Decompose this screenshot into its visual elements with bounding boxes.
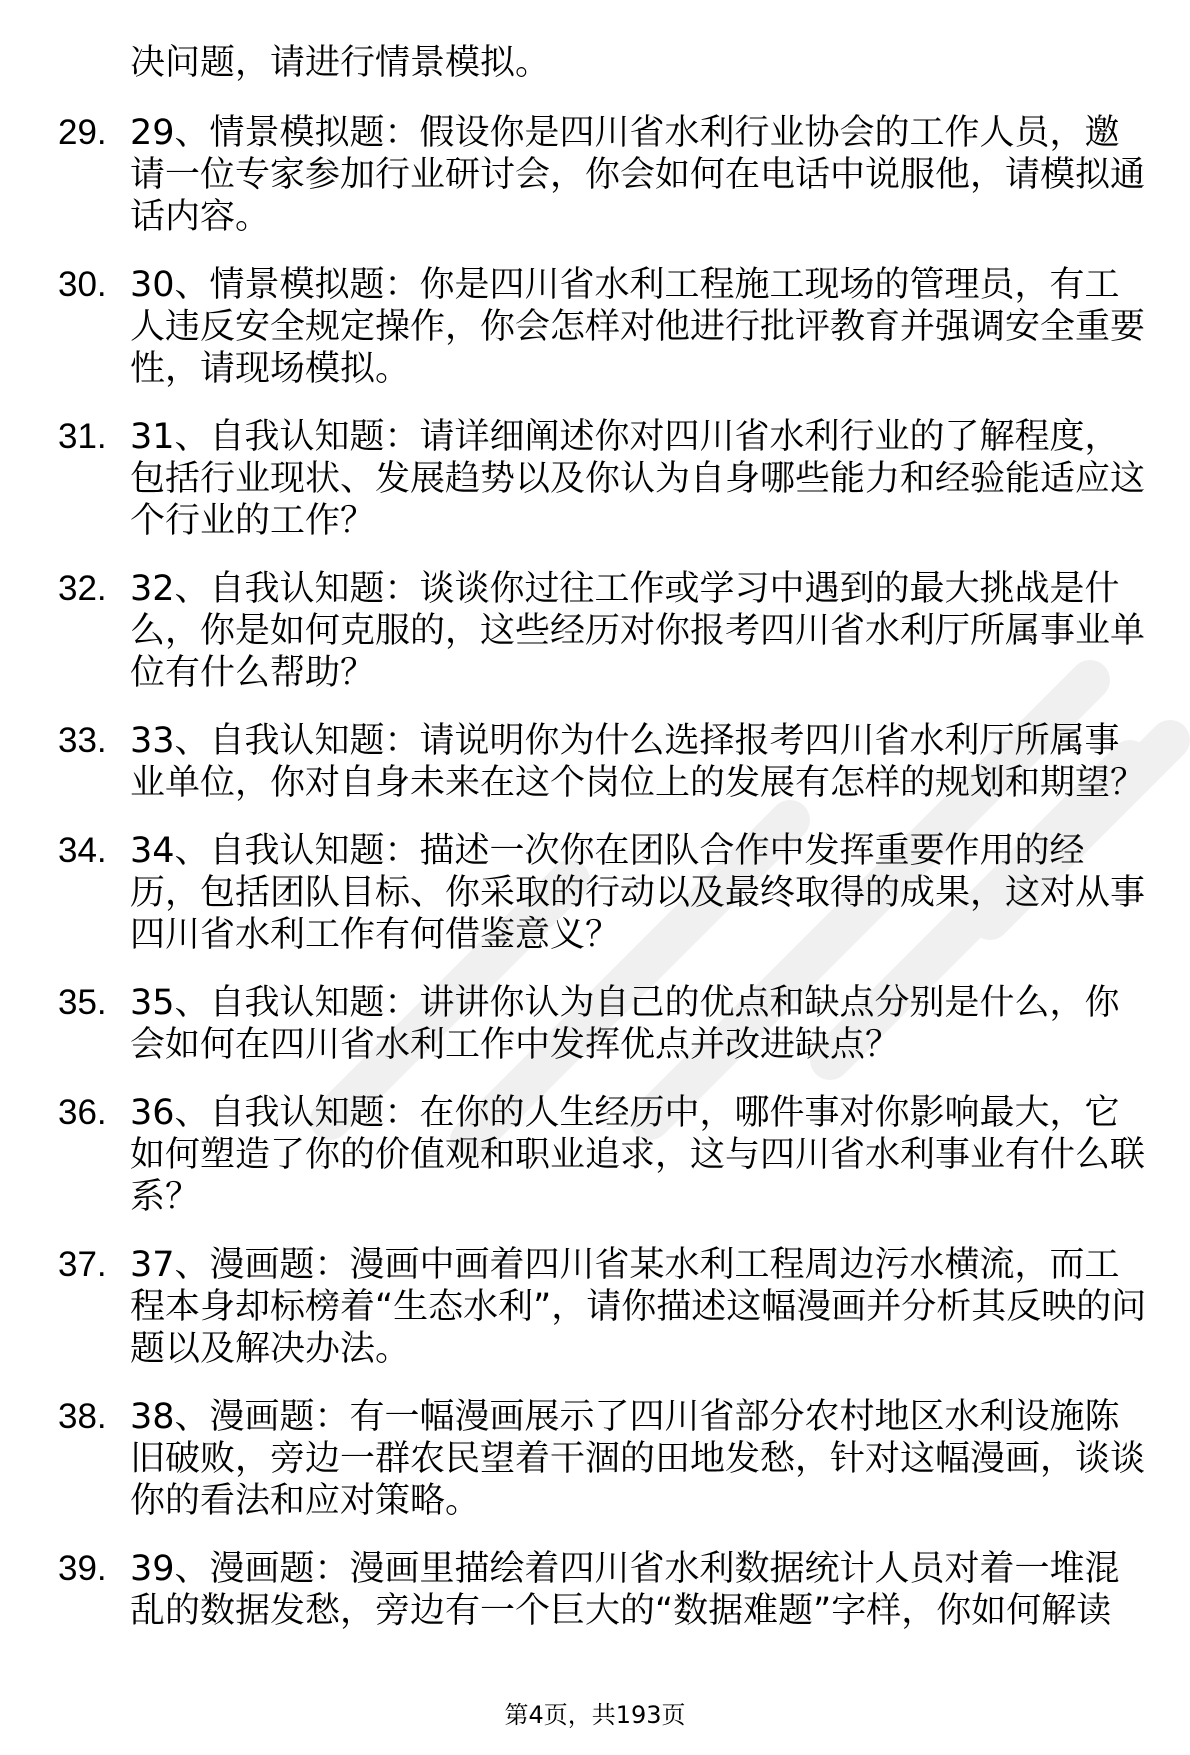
page-indicator: 第4页，共193页	[504, 1701, 686, 1729]
question-number: 29.	[58, 113, 107, 152]
continuation-text: 决问题，请进行情景模拟。	[130, 43, 551, 83]
question-number: 35.	[58, 983, 107, 1022]
question-text: 35、自我认知题：讲讲你认为自己的优点和缺点分别是什么，你会如何在四川省水利工作中发挥优点并改进缺点？	[130, 983, 1120, 1065]
question-number: 39.	[58, 1549, 107, 1588]
question-text: 39、漫画题：漫画里描绘着四川省水利数据统计人员对着一堆混乱的数据发愁，旁边有一个巨大的“数据难题”字样，你如何解读	[130, 1549, 1120, 1631]
question-text: 36、自我认知题：在你的人生经历中，哪件事对你影响最大，它如何塑造了你的价值观和职业追求，这与四川省水利事业有什么联系？	[130, 1093, 1146, 1217]
question-number: 32.	[58, 569, 107, 608]
question-item	[0, 264, 1190, 390]
question-number: 36.	[58, 1093, 107, 1132]
question-text: 37、漫画题：漫画中画着四川省某水利工程周边污水横流，而工程本身却标榜着“生态水利”，请你描述这幅漫画并分析其反映的问题以及解决办法。	[130, 1245, 1147, 1369]
question-item	[0, 982, 1190, 1066]
question-number: 30.	[58, 265, 107, 304]
question-text: 32、自我认知题：谈谈你过往工作或学习中遇到的最大挑战是什么，你是如何克服的，这些经历对你报考四川省水利厅所属事业单位有什么帮助？	[130, 569, 1146, 693]
question-number: 31.	[58, 417, 107, 456]
question-item	[0, 1548, 1190, 1632]
question-number: 37.	[58, 1245, 107, 1284]
question-text: 29、情景模拟题：假设你是四川省水利行业协会的工作人员，邀请一位专家参加行业研讨会，你会如何在电话中说服他，请模拟通话内容。	[130, 113, 1146, 237]
question-item	[0, 720, 1190, 804]
question-number: 38.	[58, 1397, 107, 1436]
question-text: 31、自我认知题：请详细阐述你对四川省水利行业的了解程度，包括行业现状、发展趋势以及你认为自身哪些能力和经验能适应这个行业的工作？	[130, 417, 1146, 541]
question-item	[0, 416, 1190, 542]
question-text: 34、自我认知题：描述一次你在团队合作中发挥重要作用的经历，包括团队目标、你采取的行动以及最终取得的成果，这对从事四川省水利工作有何借鉴意义？	[130, 831, 1146, 955]
question-text: 33、自我认知题：请说明你为什么选择报考四川省水利厅所属事业单位，你对自身未来在这个岗位上的发展有怎样的规划和期望？	[130, 721, 1146, 803]
question-item	[0, 112, 1190, 238]
question-text: 38、漫画题：有一幅漫画展示了四川省部分农村地区水利设施陈旧破败，旁边一群农民望着干涸的田地发愁，针对这幅漫画，谈谈你的看法和应对策略。	[130, 1397, 1146, 1521]
question-item	[0, 1396, 1190, 1522]
question-number: 33.	[58, 721, 107, 760]
question-item	[0, 568, 1190, 694]
question-item	[0, 1244, 1190, 1370]
question-item	[0, 830, 1190, 956]
question-item	[0, 1092, 1190, 1218]
question-number: 34.	[58, 831, 107, 870]
question-list	[0, 112, 1190, 1658]
question-text: 30、情景模拟题：你是四川省水利工程施工现场的管理员，有工人违反安全规定操作，你会怎样对他进行批评教育并强调安全重要性，请现场模拟。	[130, 265, 1146, 389]
